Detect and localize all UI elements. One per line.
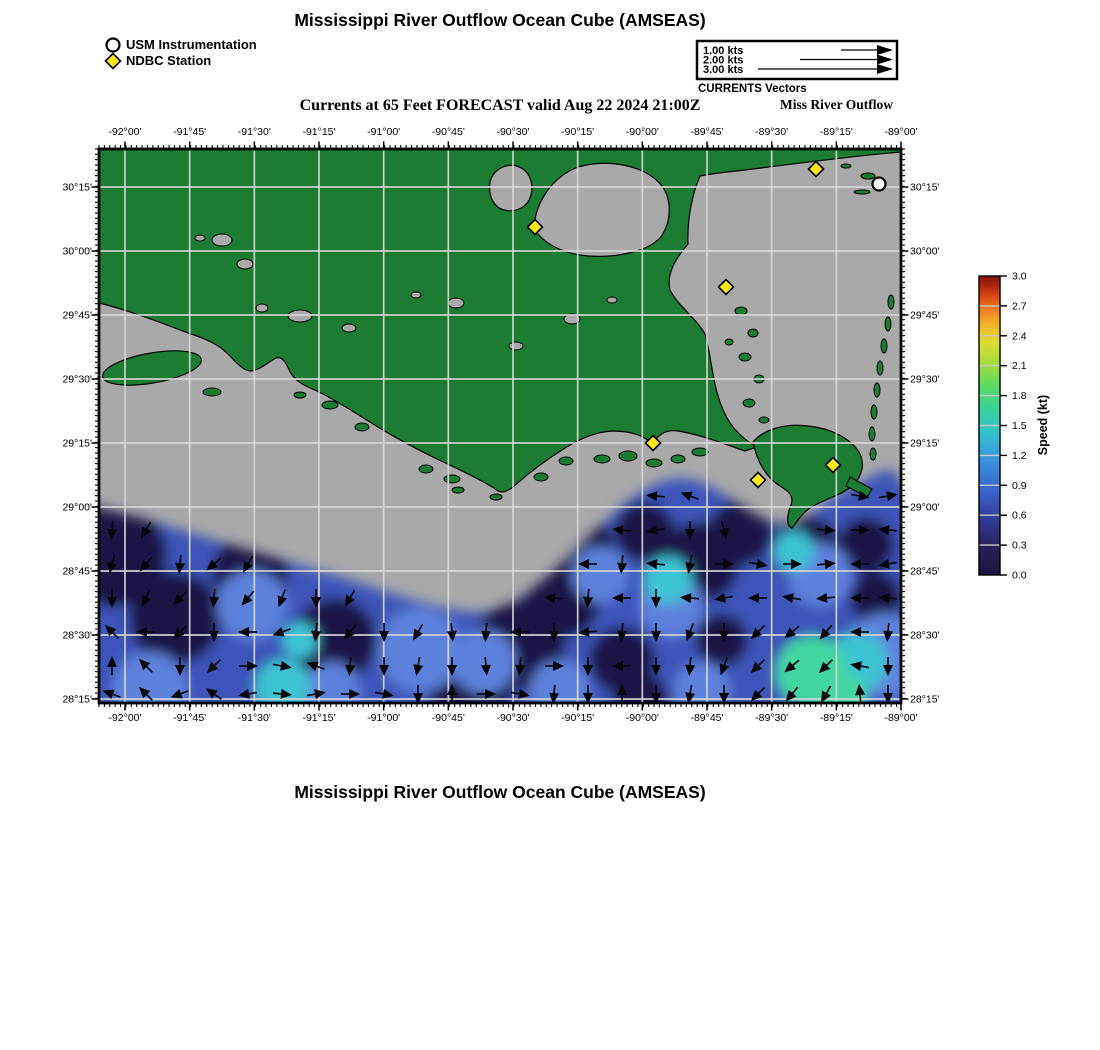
islet [619, 451, 637, 461]
islet [419, 465, 433, 473]
ndbc-legend-icon [106, 54, 121, 69]
small-lake [212, 234, 232, 246]
lon-tick-label: -91°30' [237, 712, 271, 724]
islet [444, 475, 460, 483]
lon-tick-label: -90°45' [431, 126, 465, 138]
small-lake [411, 292, 421, 298]
islet [692, 448, 708, 456]
lon-tick-label: -90°30' [496, 126, 530, 138]
vector-legend-row-label: 3.00 kts [703, 64, 744, 76]
barrier-island [885, 317, 891, 331]
lon-tick-label: -90°45' [431, 712, 465, 724]
barrier-island [870, 448, 876, 460]
lon-tick-label: -89°15' [819, 126, 853, 138]
colorbar-tick-label: 2.1 [1012, 360, 1027, 373]
lon-tick-label: -91°45' [173, 712, 207, 724]
lon-tick-label: -92°00' [108, 126, 142, 138]
islet [594, 455, 610, 463]
colorbar [966, 264, 1100, 588]
lon-tick-label: -90°15' [561, 126, 595, 138]
lon-tick-label: -89°30' [755, 126, 789, 138]
islet [490, 494, 502, 500]
islet [355, 423, 369, 431]
colorbar-tick-label: 0.9 [1012, 479, 1027, 492]
lat-tick-label: 29°45' [910, 309, 940, 322]
islet [559, 457, 573, 465]
bottom-title: Mississippi River Outflow Ocean Cube (AMSEAS) [294, 782, 706, 802]
lon-tick-label: -91°45' [173, 126, 207, 138]
lat-tick-label: 29°45' [62, 309, 92, 322]
islet [294, 392, 306, 398]
small-lake [288, 310, 312, 322]
lon-tick-label: -89°30' [755, 712, 789, 724]
colorbar-tick-label: 2.7 [1012, 300, 1027, 313]
speed-blob [129, 572, 221, 664]
vector-scale-legend [694, 38, 900, 82]
lon-tick-label: -89°15' [819, 712, 853, 724]
islet [534, 473, 548, 481]
lon-tick-label: -91°15' [302, 126, 336, 138]
lat-tick-label: 30°00' [910, 245, 940, 258]
barrier-island [869, 427, 875, 441]
lon-tick-label: -90°00' [625, 712, 659, 724]
islet [743, 399, 755, 407]
vector-legend-caption: CURRENTS Vectors [698, 83, 807, 95]
barrier-island [888, 295, 894, 309]
lat-tick-label: 28°30' [910, 629, 940, 642]
small-lake [237, 259, 253, 269]
colorbar-tick-label: 0.3 [1012, 539, 1027, 552]
lon-tick-label: -91°30' [237, 126, 271, 138]
small-lake [509, 342, 523, 350]
barrier-island [874, 383, 880, 397]
islet [759, 417, 769, 423]
speed-blob [452, 630, 516, 694]
region-label: Miss River Outflow [780, 97, 893, 112]
lat-tick-label: 28°45' [62, 565, 92, 578]
colorbar-title: Speed (kt) [1036, 394, 1050, 456]
speed-blob [530, 660, 590, 720]
small-lake [607, 297, 617, 303]
lat-tick-label: 30°15' [910, 181, 940, 194]
lat-tick-label: 30°00' [62, 245, 92, 258]
usm-legend-icon [107, 39, 120, 52]
vector-legend-row-label: 2.00 kts [703, 54, 744, 67]
islet [739, 353, 751, 361]
map-layers [63, 149, 928, 732]
lake-maurepas [490, 165, 532, 210]
colorbar-tick-label: 3.0 [1012, 270, 1027, 283]
islet [748, 329, 758, 337]
map-canvas [40, 118, 960, 732]
usm-station-marker [873, 178, 886, 191]
subtitle: Currents at 65 Feet FORECAST valid Aug 22 2024 21:00Z [299, 97, 701, 114]
lon-tick-label: -89°00' [884, 126, 918, 138]
barrier-island [881, 339, 887, 353]
colorbar-tick-label: 0.0 [1012, 569, 1027, 582]
small-lake [342, 324, 356, 332]
vector-legend-row-label: 1.00 kts [703, 45, 744, 57]
speed-blob [217, 570, 287, 640]
speed-blob [378, 608, 462, 692]
lon-tick-label: -91°00' [367, 712, 401, 724]
colorbar-tick-label: 2.4 [1012, 330, 1027, 343]
lat-tick-label: 28°45' [910, 565, 940, 578]
lat-tick-label: 29°00' [62, 501, 92, 514]
lat-tick-label: 29°15' [62, 437, 92, 450]
small-lake [448, 298, 464, 308]
lat-tick-label: 28°30' [62, 629, 92, 642]
lon-tick-label: -89°45' [690, 712, 724, 724]
islet [203, 388, 221, 396]
small-lake [256, 304, 268, 312]
lon-tick-label: -90°30' [496, 712, 530, 724]
lat-tick-label: 29°00' [910, 501, 940, 514]
lat-tick-label: 29°30' [62, 373, 92, 386]
islet [841, 164, 851, 168]
usm-legend-label: USM Instrumentation [126, 37, 257, 52]
lon-tick-label: -89°00' [884, 712, 918, 724]
small-lake [195, 235, 205, 241]
islet [646, 459, 662, 467]
lat-tick-label: 29°30' [910, 373, 940, 386]
colorbar-tick-label: 0.6 [1012, 509, 1027, 522]
lat-tick-label: 30°15' [62, 181, 92, 194]
lon-tick-label: -91°15' [302, 712, 336, 724]
islet [725, 339, 733, 345]
islet [735, 307, 747, 315]
barrier-island [871, 405, 877, 419]
colorbar-tick-label: 1.2 [1012, 449, 1027, 462]
islet [322, 401, 338, 409]
lon-tick-label: -89°45' [690, 126, 724, 138]
barrier-island [877, 361, 883, 375]
lat-tick-label: 28°15' [910, 693, 940, 706]
islet [452, 487, 464, 493]
top-title: Mississippi River Outflow Ocean Cube (AMSEAS) [294, 10, 706, 30]
islet [854, 190, 870, 194]
speed-blob [282, 622, 318, 658]
lon-tick-label: -90°15' [561, 712, 595, 724]
islet [671, 455, 685, 463]
colorbar-tick-label: 1.5 [1012, 420, 1027, 432]
lon-tick-label: -92°00' [108, 712, 142, 724]
islet [861, 173, 875, 179]
lon-tick-label: -90°00' [625, 126, 659, 138]
speed-blob [696, 614, 748, 666]
lon-tick-label: -91°00' [367, 126, 401, 138]
colorbar-tick-label: 1.8 [1012, 390, 1027, 403]
ndbc-legend-label: NDBC Station [126, 53, 212, 68]
lat-tick-label: 29°15' [910, 437, 940, 450]
lat-tick-label: 28°15' [62, 693, 92, 706]
